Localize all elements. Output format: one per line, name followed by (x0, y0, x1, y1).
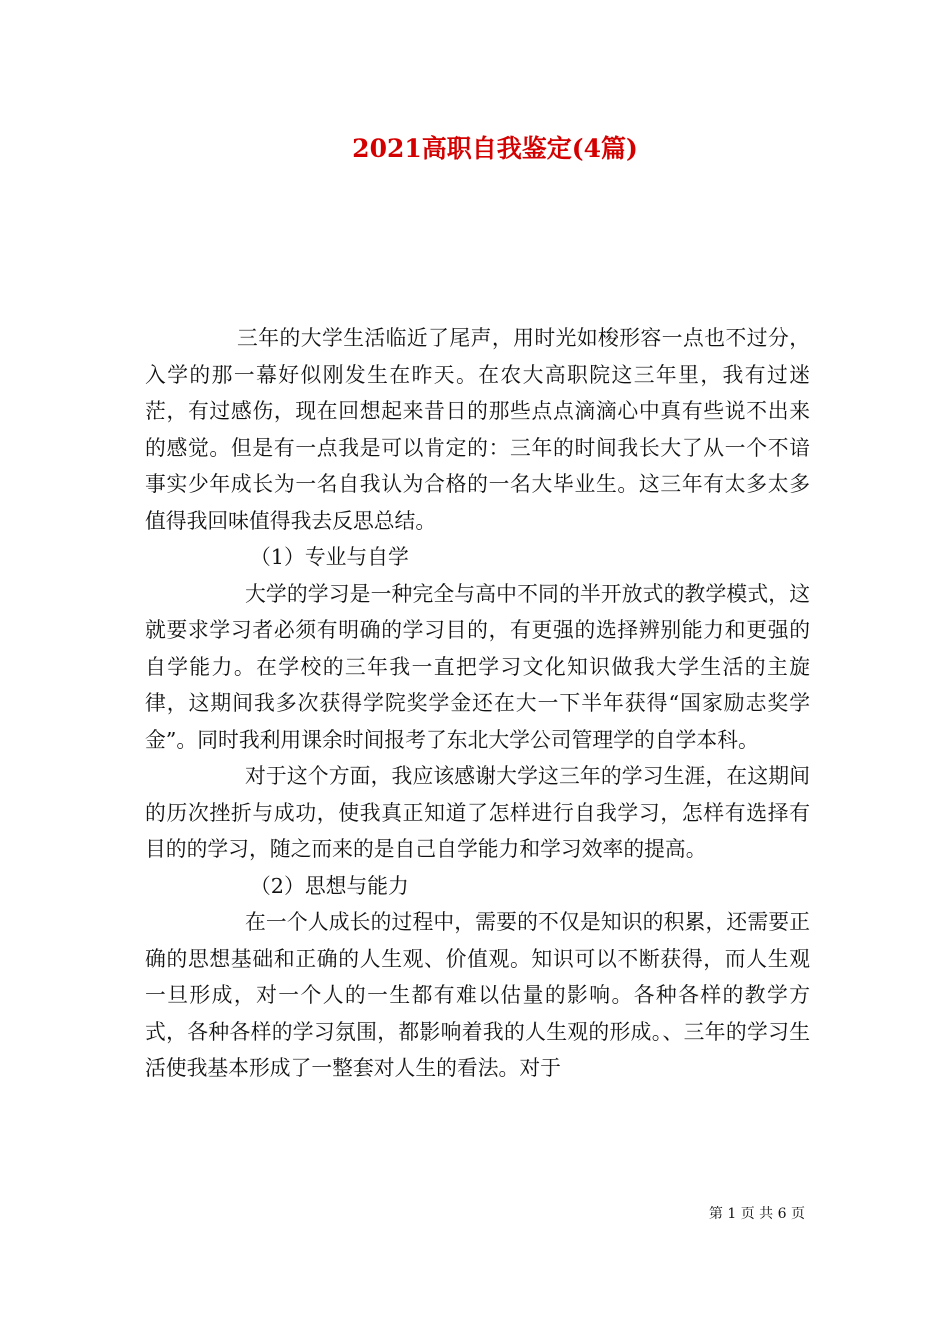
section-heading-1: （1）专业与自学 (250, 545, 409, 569)
section-heading-2: （2）思想与能力 (250, 873, 409, 898)
paragraph-intro: 三年的大学生活临近了尾声，用时光如梭形容一点也不过分，入学的那一幕好似刚发生在昨天。在农大高职院这三年里，我有过迷茫，有过感伤，现在回想起来昔日的那些点点滴滴心中真有些说不出来的感觉。但是有一点我是可以肯定的：三年的时间我长大了从一个不谙事实少年成长为一名自我认为合格的一名大毕业生。这三年有太多太多值得我回味值得我去反思总结。 (145, 326, 810, 533)
paragraph-1: 大学的学习是一种完全与高中不同的半开放式的教学模式，这就要求学习者必须有明确的学习目的，有更强的选择辨别能力和更强的自学能力。在学校的三年我一直把学习文化知识做我大学生活的主旋律，这期间我多次获得学院奖学金还在大一下半年获得“国家励志奖学金”。同时我利用课余时间报考了东北大学公司管理学的自学本科。 (145, 581, 810, 752)
paragraph-2: 对于这个方面，我应该感谢大学这三年的学习生涯，在这期间的历次挫折与成功，使我真正知道了怎样进行自我学习，怎样有选择有目的的学习，随之而来的是自己自学能力和学习效率的提高。 (145, 764, 810, 861)
paragraph-3: 在一个人成长的过程中，需要的不仅是知识的积累，还需要正确的思想基础和正确的人生观、价值观。知识可以不断获得，而人生观一旦形成，对一个人的一生都有难以估量的影响。各种各样的教学方式，各种各样的学习氛围，都影响着我的人生观的形成。、三年的学习生活使我基本形成了一整套对人生的看法。对于 (145, 910, 810, 1080)
page-number: 第 1 页 共 6 页 (708, 1206, 805, 1222)
document-title: 2021高职自我鉴定(4篇) (352, 134, 638, 163)
document-body (145, 320, 810, 1087)
